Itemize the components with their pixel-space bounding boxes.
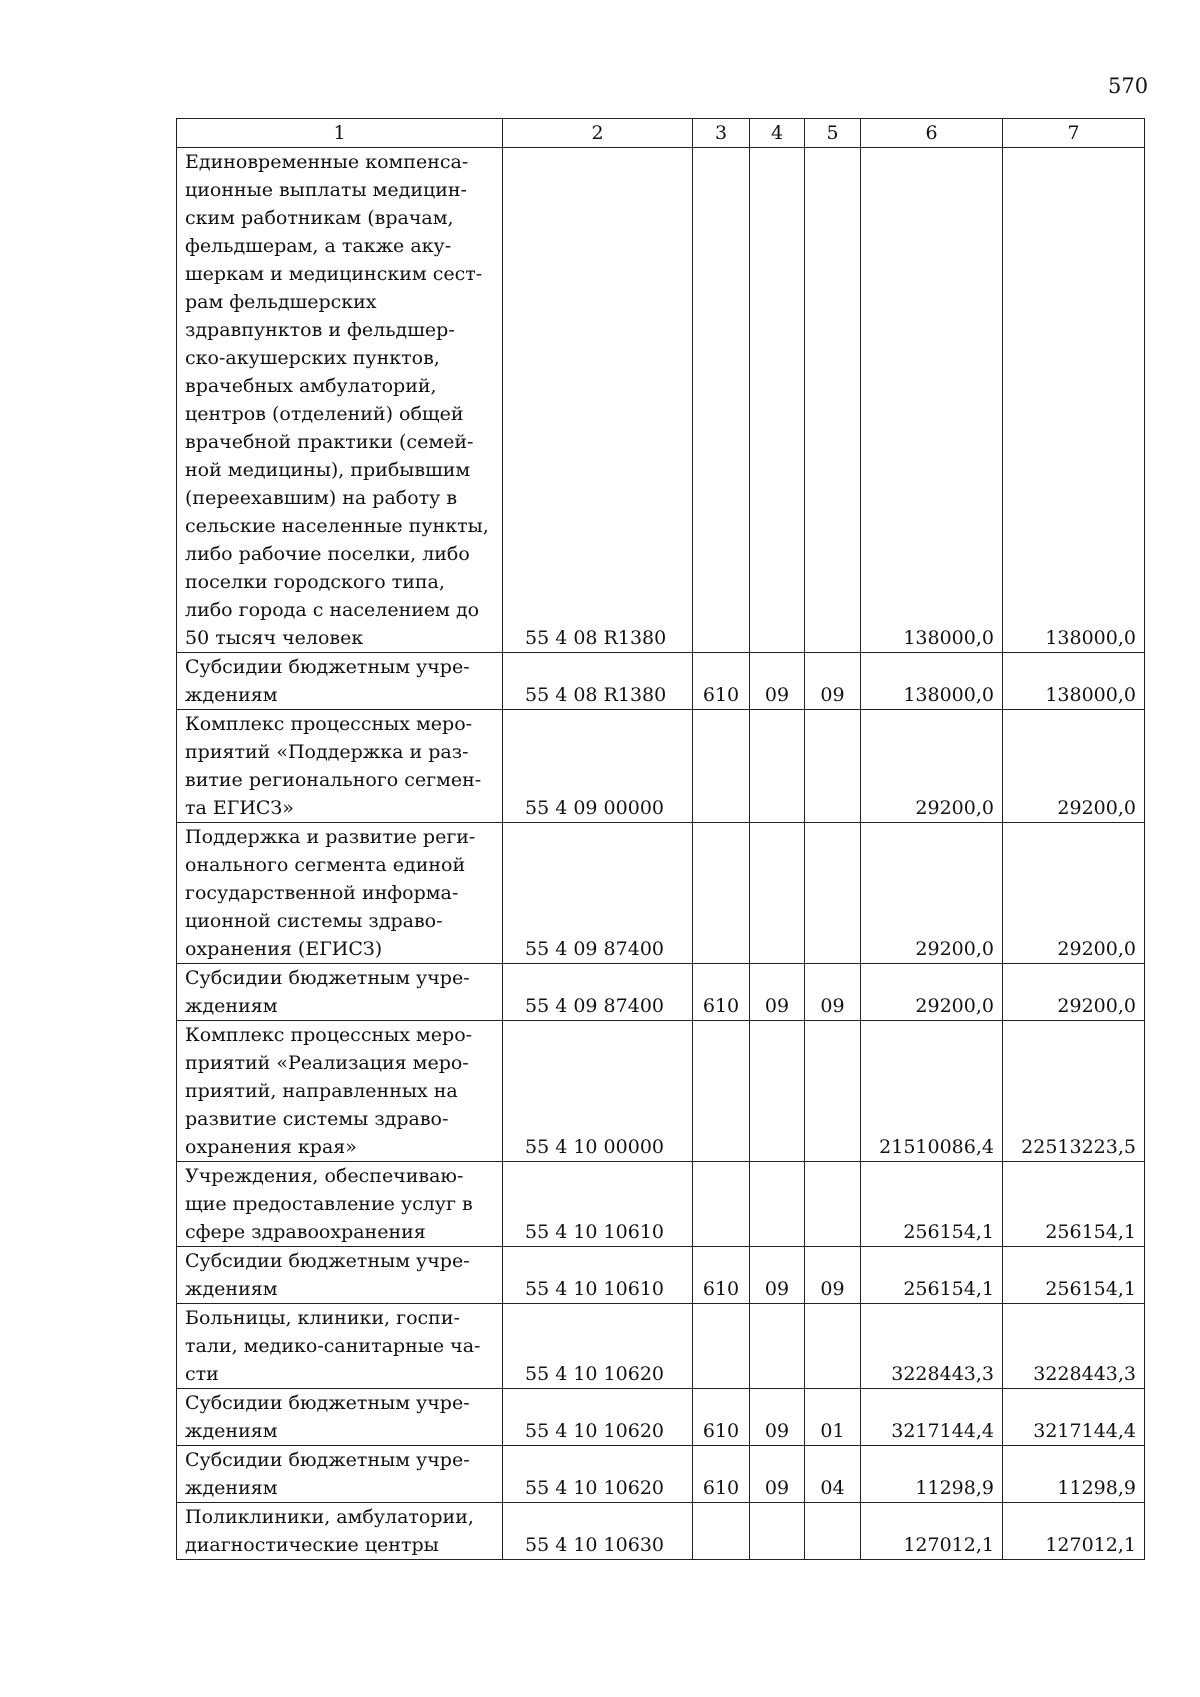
expense-type-code: 610	[693, 1389, 750, 1446]
subsection-code: 01	[805, 1389, 861, 1446]
amount-year-2: 3217144,4	[1003, 1389, 1145, 1446]
target-article-code: 55 4 10 10620	[503, 1446, 693, 1503]
subsection-code	[805, 823, 861, 964]
expense-type-code	[693, 1503, 750, 1560]
description-line: центров (отделений) общей	[185, 403, 464, 425]
column-header: 3	[693, 119, 750, 148]
table-row	[177, 710, 1145, 823]
description-line: (переехавшим) на работу в	[185, 487, 458, 509]
description-line: витие регионального сегмен-	[185, 769, 482, 791]
table-row	[177, 964, 1145, 1021]
table-row	[177, 653, 1145, 710]
description-line: 50 тысяч человек	[185, 627, 364, 649]
expense-type-code	[693, 1021, 750, 1162]
amount-year-2: 3228443,3	[1003, 1304, 1145, 1389]
description-line: та ЕГИСЗ»	[185, 797, 294, 819]
table-row	[177, 823, 1145, 964]
amount-year-1: 127012,1	[861, 1503, 1003, 1560]
description-line: сельские населенные пункты,	[185, 515, 489, 537]
description-line: тали, медико-санитарные ча-	[185, 1335, 481, 1357]
column-header: 5	[805, 119, 861, 148]
section-code	[750, 1162, 805, 1247]
target-article-code: 55 4 10 10610	[503, 1162, 693, 1247]
description-line: Поддержка и развитие реги-	[185, 826, 476, 848]
description-line: Единовременные компенса-	[185, 151, 469, 173]
header-row	[177, 119, 1145, 148]
description-line: приятий «Реализация меро-	[185, 1052, 469, 1074]
amount-year-2: 29200,0	[1003, 964, 1145, 1021]
amount-year-2: 127012,1	[1003, 1503, 1145, 1560]
amount-year-1: 29200,0	[861, 964, 1003, 1021]
expense-type-code: 610	[693, 653, 750, 710]
target-article-code: 55 4 08 R1380	[503, 653, 693, 710]
subsection-code: 09	[805, 1247, 861, 1304]
description-line: либо рабочие поселки, либо	[185, 543, 470, 565]
column-header: 2	[503, 119, 693, 148]
section-code: 09	[750, 1247, 805, 1304]
description-line: врачебных амбулаторий,	[185, 375, 437, 397]
table-row	[177, 1503, 1145, 1560]
target-article-code: 55 4 10 10620	[503, 1304, 693, 1389]
description-line: Учреждения, обеспечиваю-	[185, 1165, 464, 1187]
description-line: Больницы, клиники, госпи-	[185, 1307, 460, 1329]
table-row	[177, 148, 1145, 653]
amount-year-1: 256154,1	[861, 1247, 1003, 1304]
target-article-code: 55 4 10 00000	[503, 1021, 693, 1162]
description-line: ско-акушерских пунктов,	[185, 347, 440, 369]
amount-year-2: 256154,1	[1003, 1162, 1145, 1247]
section-code	[750, 148, 805, 653]
description-line: поселки городского типа,	[185, 571, 445, 593]
description-line: шеркам и медицинским сест-	[185, 263, 483, 285]
amount-year-1: 11298,9	[861, 1446, 1003, 1503]
column-header: 1	[177, 119, 503, 148]
description-line: охранения (ЕГИСЗ)	[185, 938, 383, 960]
amount-year-1: 29200,0	[861, 823, 1003, 964]
expense-type-code: 610	[693, 1446, 750, 1503]
description-line: Субсидии бюджетным учре-	[185, 967, 470, 989]
description-line: ждениям	[185, 1278, 278, 1300]
description-line: ждениям	[185, 1420, 278, 1442]
amount-year-1: 256154,1	[861, 1162, 1003, 1247]
table-row	[177, 1389, 1145, 1446]
description-line: Субсидии бюджетным учре-	[185, 1449, 470, 1471]
budget-table	[176, 118, 1145, 1560]
subsection-code: 09	[805, 653, 861, 710]
target-article-code: 55 4 10 10630	[503, 1503, 693, 1560]
item-description	[177, 1389, 503, 1446]
subsection-code	[805, 1503, 861, 1560]
amount-year-2: 29200,0	[1003, 710, 1145, 823]
section-code	[750, 1304, 805, 1389]
item-description	[177, 710, 503, 823]
subsection-code: 09	[805, 964, 861, 1021]
target-article-code: 55 4 09 00000	[503, 710, 693, 823]
target-article-code: 55 4 08 R1380	[503, 148, 693, 653]
description-line: приятий «Поддержка и раз-	[185, 741, 469, 763]
description-line: Субсидии бюджетным учре-	[185, 656, 470, 678]
item-description	[177, 1304, 503, 1389]
item-description	[177, 1446, 503, 1503]
expense-type-code	[693, 1304, 750, 1389]
description-line: фельдшерам, а также аку-	[185, 235, 452, 257]
description-line: Поликлиники, амбулатории,	[185, 1506, 474, 1528]
table-row	[177, 1162, 1145, 1247]
description-line: ционной системы здраво-	[185, 910, 443, 932]
description-line: Субсидии бюджетным учре-	[185, 1392, 470, 1414]
description-line: рам фельдшерских	[185, 291, 377, 313]
description-line: ждениям	[185, 1477, 278, 1499]
amount-year-1: 3217144,4	[861, 1389, 1003, 1446]
table-row	[177, 1021, 1145, 1162]
column-header: 7	[1003, 119, 1145, 148]
page-number: 570	[1108, 74, 1149, 98]
amount-year-2: 29200,0	[1003, 823, 1145, 964]
table-row	[177, 1446, 1145, 1503]
description-line: онального сегмента единой	[185, 854, 466, 876]
target-article-code: 55 4 10 10610	[503, 1247, 693, 1304]
section-code: 09	[750, 964, 805, 1021]
expense-type-code	[693, 823, 750, 964]
description-line: ским работникам (врачам,	[185, 207, 454, 229]
section-code	[750, 1021, 805, 1162]
amount-year-2: 138000,0	[1003, 653, 1145, 710]
amount-year-1: 21510086,4	[861, 1021, 1003, 1162]
item-description	[177, 148, 503, 653]
amount-year-2: 256154,1	[1003, 1247, 1145, 1304]
expense-type-code	[693, 710, 750, 823]
expense-type-code: 610	[693, 964, 750, 1021]
description-line: приятий, направленных на	[185, 1080, 458, 1102]
description-line: ной медицины), прибывшим	[185, 459, 471, 481]
amount-year-2: 138000,0	[1003, 148, 1145, 653]
description-line: ционные выплаты медицин-	[185, 179, 467, 201]
description-line: сфере здравоохранения	[185, 1221, 426, 1243]
target-article-code: 55 4 10 10620	[503, 1389, 693, 1446]
description-line: либо города с населением до	[185, 599, 480, 621]
target-article-code: 55 4 09 87400	[503, 964, 693, 1021]
description-line: ждениям	[185, 684, 278, 706]
target-article-code: 55 4 09 87400	[503, 823, 693, 964]
subsection-code	[805, 1021, 861, 1162]
section-code	[750, 710, 805, 823]
item-description	[177, 823, 503, 964]
description-line: щие предоставление услуг в	[185, 1193, 473, 1215]
description-line: здравпунктов и фельдшер-	[185, 319, 455, 341]
expense-type-code	[693, 1162, 750, 1247]
description-line: охранения края»	[185, 1136, 357, 1158]
table-body	[177, 148, 1145, 1560]
item-description	[177, 1162, 503, 1247]
amount-year-1: 138000,0	[861, 653, 1003, 710]
section-code: 09	[750, 1389, 805, 1446]
description-line: Субсидии бюджетным учре-	[185, 1250, 470, 1272]
column-header: 4	[750, 119, 805, 148]
section-code: 09	[750, 653, 805, 710]
item-description	[177, 1021, 503, 1162]
subsection-code	[805, 148, 861, 653]
amount-year-2: 11298,9	[1003, 1446, 1145, 1503]
description-line: сти	[185, 1363, 219, 1385]
section-code	[750, 1503, 805, 1560]
table-row	[177, 1247, 1145, 1304]
item-description	[177, 964, 503, 1021]
table-row	[177, 1304, 1145, 1389]
description-line: диагностические центры	[185, 1534, 439, 1556]
item-description	[177, 653, 503, 710]
column-header: 6	[861, 119, 1003, 148]
amount-year-1: 29200,0	[861, 710, 1003, 823]
amount-year-1: 3228443,3	[861, 1304, 1003, 1389]
description-line: Комплекс процессных меро-	[185, 1024, 473, 1046]
description-line: государственной информа-	[185, 882, 459, 904]
amount-year-1: 138000,0	[861, 148, 1003, 653]
subsection-code	[805, 1304, 861, 1389]
description-line: врачебной практики (семей-	[185, 431, 474, 453]
section-code	[750, 823, 805, 964]
expense-type-code: 610	[693, 1247, 750, 1304]
item-description	[177, 1503, 503, 1560]
amount-year-2: 22513223,5	[1003, 1021, 1145, 1162]
subsection-code	[805, 1162, 861, 1247]
subsection-code	[805, 710, 861, 823]
section-code: 09	[750, 1446, 805, 1503]
description-line: Комплекс процессных меро-	[185, 713, 473, 735]
subsection-code: 04	[805, 1446, 861, 1503]
item-description	[177, 1247, 503, 1304]
description-line: развитие системы здраво-	[185, 1108, 449, 1130]
expense-type-code	[693, 148, 750, 653]
description-line: ждениям	[185, 995, 278, 1017]
